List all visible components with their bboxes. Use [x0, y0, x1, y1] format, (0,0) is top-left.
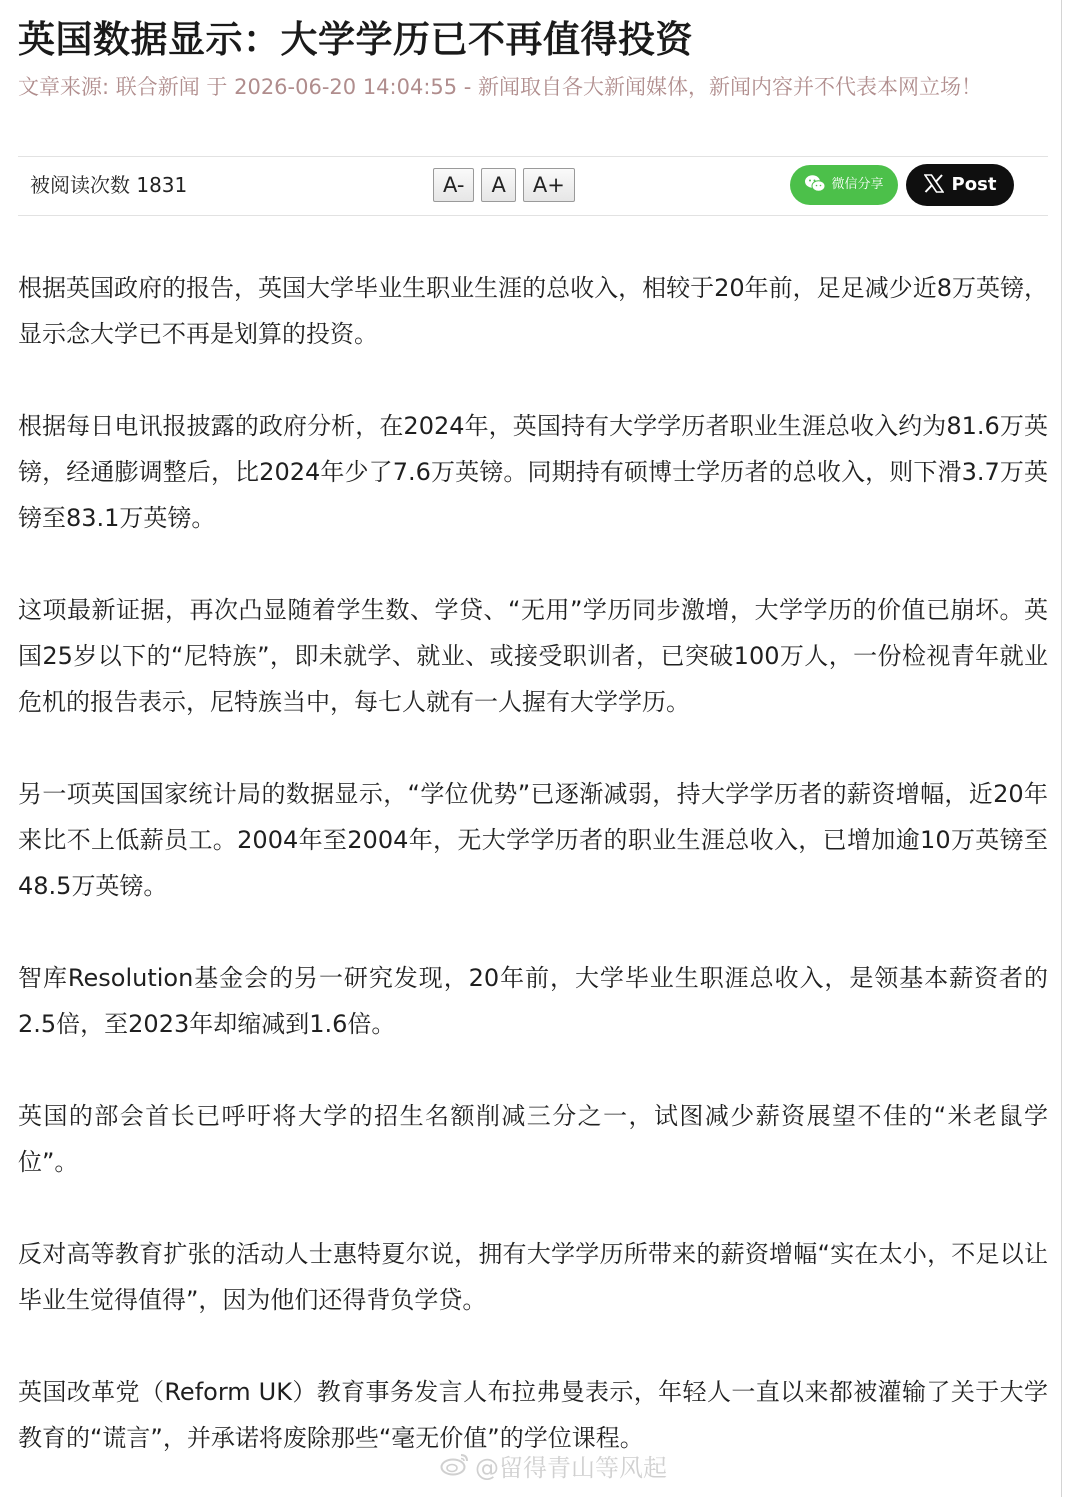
font-normal-button[interactable]: A — [481, 168, 515, 202]
article-paragraph: 英国改革党（Reform UK）教育事务发言人布拉弗曼表示，年轻人一直以来都被灌输了关于大学教育的“谎言”，并承诺将废除那些“毫无价值”的学位课程。 — [18, 1378, 1048, 1452]
weibo-icon — [440, 1452, 470, 1483]
wechat-icon — [804, 174, 826, 197]
font-decrease-button[interactable]: A- — [433, 168, 474, 202]
weibo-watermark — [440, 1452, 667, 1483]
read-count: 被阅读次数 1831 — [30, 173, 188, 197]
scrollbar-track[interactable] — [1061, 0, 1062, 1497]
x-post-button[interactable] — [906, 164, 1014, 206]
wechat-share-button[interactable] — [790, 165, 898, 205]
article-source-meta: 文章来源: 联合新闻 于 2026-06-20 14:04:55 - 新闻取自各大新闻媒体，新闻内容并不代表本网立场！ — [18, 75, 983, 99]
font-size-controls — [433, 168, 575, 202]
watermark-text: @留得青山等风起 — [475, 1453, 667, 1482]
article-title: 英国数据显示：大学学历已不再值得投资 — [18, 18, 693, 61]
article-paragraph: 根据每日电讯报披露的政府分析，在2024年，英国持有大学学历者职业生涯总收入约为81.6万英镑，经通膨调整后，比2024年少了7.6万英镑。同期持有硕博士学历者的总收入，则下滑3.7万英镑至83.1万英镑。 — [18, 412, 1048, 532]
article-paragraph: 英国的部会首长已呼吁将大学的招生名额削减三分之一，试图减少薪资展望不佳的“米老鼠学位”。 — [18, 1102, 1048, 1176]
article-paragraph: 这项最新证据，再次凸显随着学生数、学贷、“无用”学历同步激增，大学学历的价值已崩坏。英国25岁以下的“尼特族”，即未就学、就业、或接受职训者，已突破100万人，一份检视青年就业危机的报告表示，尼特族当中，每七人就有一人握有大学学历。 — [18, 596, 1048, 716]
wechat-share-label: 微信分享 — [831, 177, 884, 192]
article-body — [18, 265, 1048, 1507]
article-page — [18, 0, 1048, 1452]
x-logo-icon — [924, 174, 944, 197]
font-increase-button[interactable]: A+ — [523, 168, 575, 202]
article-toolbar — [18, 156, 1048, 216]
article-paragraph: 另一项英国国家统计局的数据显示，“学位优势”已逐渐减弱，持大学学历者的薪资增幅，近20年来比不上低薪员工。2004年至2004年，无大学学历者的职业生涯总收入，已增加逾10万英镑至48.5万英镑。 — [18, 780, 1048, 900]
article-paragraph: 反对高等教育扩张的活动人士惠特夏尔说，拥有大学学历所带来的薪资增幅“实在太小，不足以让毕业生觉得值得”，因为他们还得背负学贷。 — [18, 1240, 1048, 1314]
x-post-label: Post — [951, 174, 997, 195]
article-paragraph: 智库Resolution基金会的另一研究发现，20年前，大学毕业生职涯总收入，是领基本薪资者的2.5倍，至2023年却缩减到1.6倍。 — [18, 964, 1048, 1038]
article-paragraph: 根据英国政府的报告，英国大学毕业生职业生涯的总收入，相较于20年前，足足减少近8万英镑，显示念大学已不再是划算的投资。 — [18, 274, 1048, 348]
